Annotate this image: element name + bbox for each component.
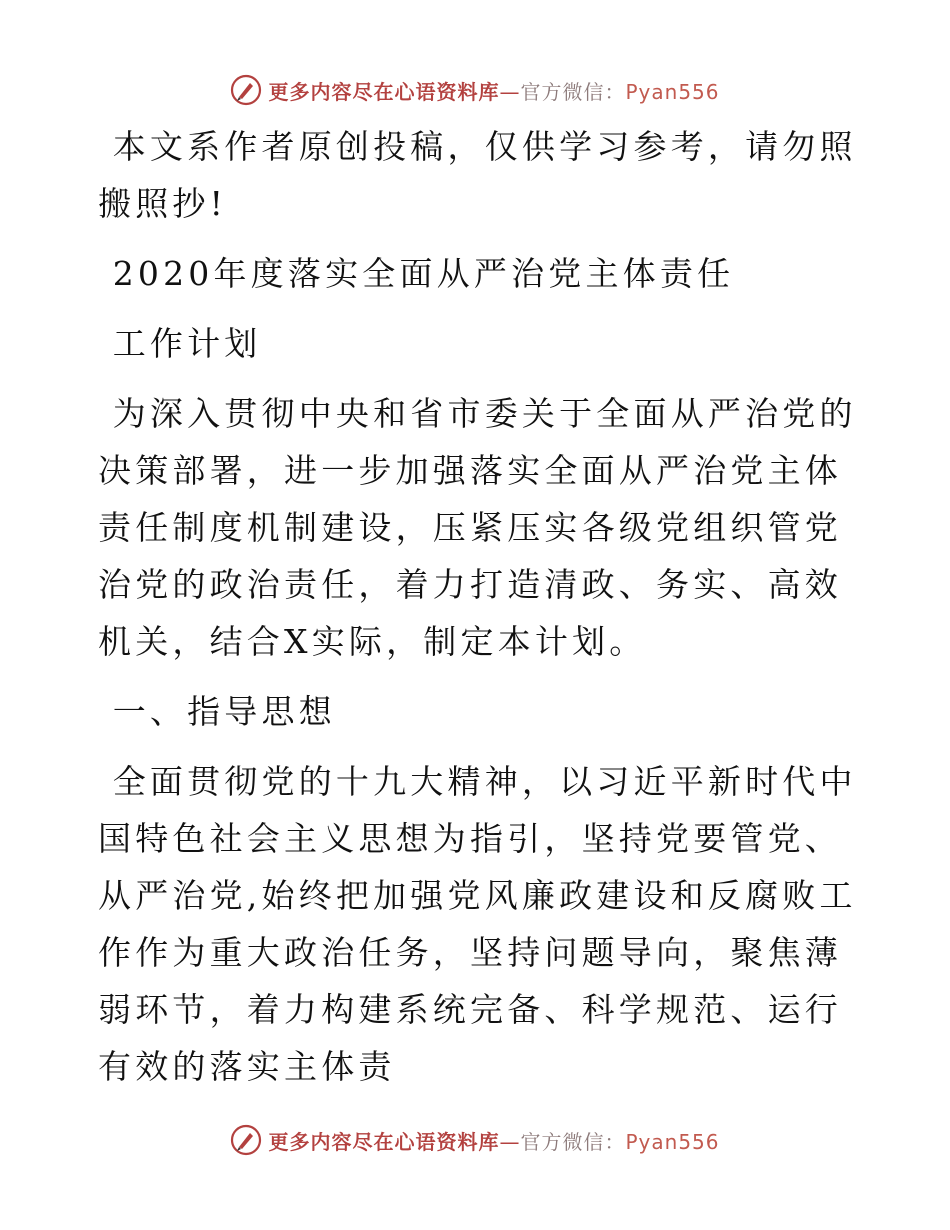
watermark-wechat-id: Pyan556 xyxy=(625,79,720,104)
watermark-wechat-id: Pyan556 xyxy=(625,1129,720,1154)
watermark-dash: — xyxy=(499,79,521,104)
intro-paragraph: 为深入贯彻中央和省市委关于全面从严治党的决策部署，进一步加强落实全面从严治党主体责任制度机制建设，压紧压实各级党组织管党治党的政治责任，着力打造清政、务实、高效机关，结合X实际，制定本计划。 xyxy=(98,394,857,661)
document-body xyxy=(98,118,858,1095)
watermark-title: 更多内容尽在心语资料库 xyxy=(268,79,500,104)
quill-logo-icon xyxy=(230,1124,262,1156)
notice-paragraph: 本文系作者原创投稿，仅供学习参考，请勿照搬照抄! xyxy=(98,127,857,223)
section-1-heading: 一、指导思想 xyxy=(98,692,336,731)
watermark-title: 更多内容尽在心语资料库 xyxy=(268,1129,500,1154)
watermark-wechat-label: 官方微信： xyxy=(520,79,626,104)
watermark-header xyxy=(0,70,950,110)
document-title-line-2: 工作计划 xyxy=(98,324,262,363)
document-title-line-1: 2020年度落实全面从严治党主体责任 xyxy=(98,254,735,293)
watermark-dash: — xyxy=(499,1129,521,1154)
quill-logo-icon xyxy=(230,74,262,106)
watermark-footer xyxy=(0,1120,950,1160)
watermark-wechat-label: 官方微信： xyxy=(520,1129,626,1154)
section-1-paragraph: 全面贯彻党的十九大精神，以习近平新时代中国特色社会主义思想为指引，坚持党要管党、从严治党,始终把加强党风廉政建设和反腐败工作作为重大政治任务，坚持问题导向，聚焦薄弱环节，着力构建系统完备、科学规范、运行有效的落实主体责 xyxy=(98,762,857,1086)
